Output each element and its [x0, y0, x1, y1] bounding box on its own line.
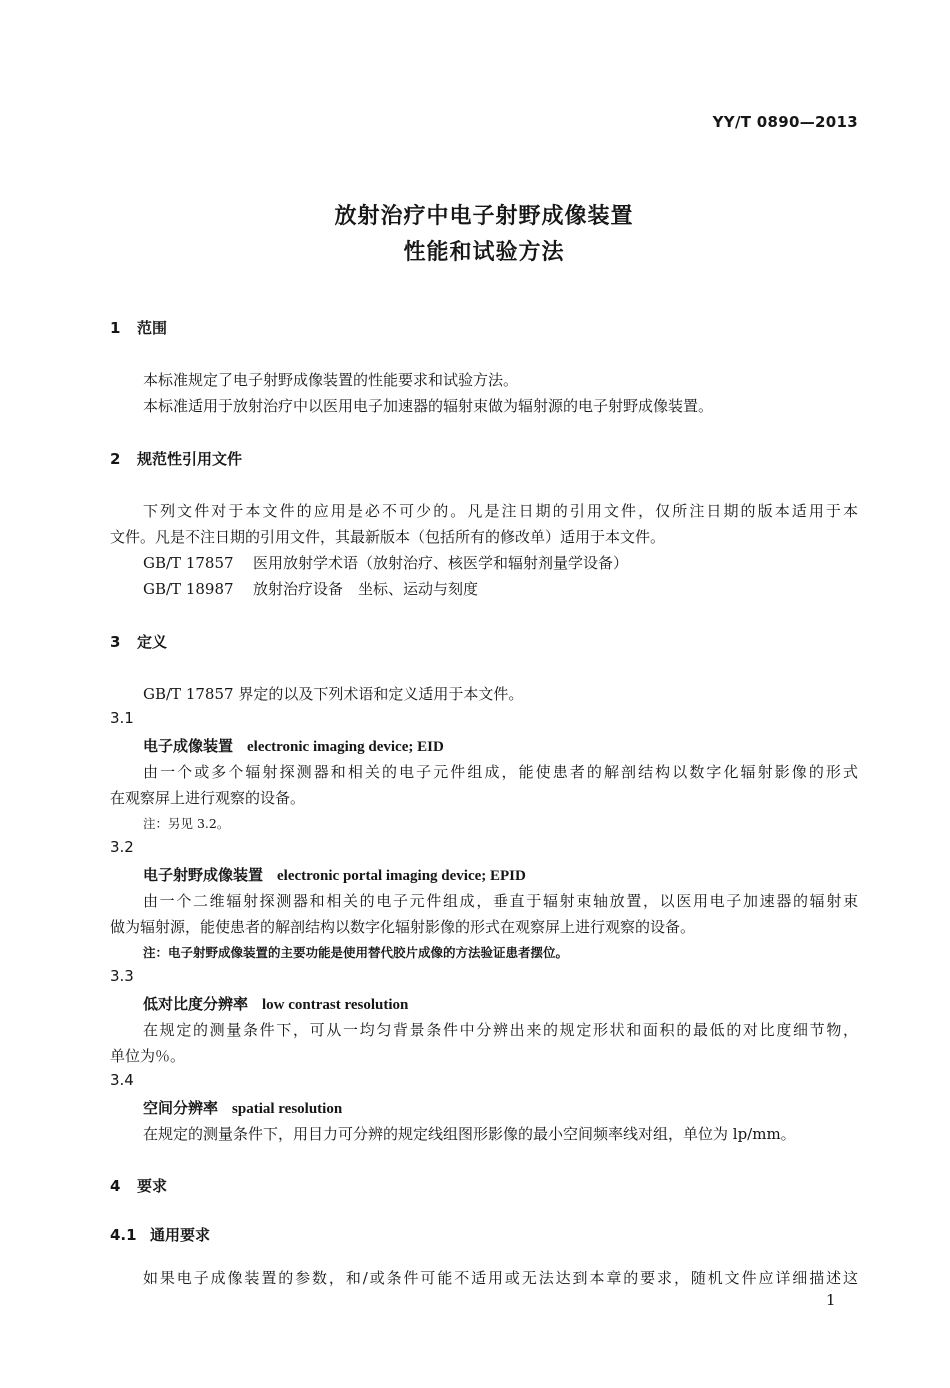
document-title-line1: 放射治疗中电子射野成像装置 — [334, 204, 634, 229]
definition-number: 3.4 — [110, 1071, 134, 1089]
definition-number: 3.3 — [110, 967, 134, 985]
section-1-paragraph-1: 本标准规定了电子射野成像装置的性能要求和试验方法。 — [143, 371, 519, 389]
reference-item — [143, 578, 478, 599]
definition-term — [143, 864, 526, 885]
page-number: 1 — [826, 1291, 836, 1309]
term-chinese: 低对比度分辨率 — [143, 995, 249, 1013]
subsection-4-1-number: 4.1 — [110, 1226, 137, 1244]
term-english: low contrast resolution — [262, 997, 409, 1013]
section-2-number: 2 — [110, 450, 121, 468]
section-1-title: 范围 — [137, 319, 168, 337]
reference-code: GB/T 17857 — [143, 554, 234, 572]
document-title-line2: 性能和试验方法 — [403, 240, 565, 265]
term-chinese: 电子射野成像装置 — [143, 866, 264, 884]
section-3-title: 定义 — [137, 633, 168, 651]
definition-text-line2: 做为辐射源，能使患者的解剖结构以数字化辐射影像的形式在观察屏上进行观察的设备。 — [110, 918, 696, 936]
term-english: electronic portal imaging device; EPID — [277, 868, 526, 884]
section-4-title: 要求 — [137, 1177, 168, 1195]
section-4-number: 4 — [110, 1177, 121, 1195]
section-2-title: 规范性引用文件 — [137, 450, 243, 468]
reference-code: GB/T 18987 — [143, 580, 234, 598]
definition-number: 3.2 — [110, 838, 134, 856]
subsection-4-1-title: 通用要求 — [150, 1226, 211, 1244]
definition-term — [143, 993, 408, 1014]
standard-code: YY/T 0890—2013 — [712, 113, 858, 131]
section-1-paragraph-2: 本标准适用于放射治疗中以医用电子加速器的辐射束做为辐射源的电子射野成像装置。 — [143, 397, 714, 415]
definition-term — [143, 1097, 342, 1118]
reference-title: 医用放射学术语（放射治疗、核医学和辐射剂量学设备） — [253, 554, 629, 572]
term-chinese: 空间分辨率 — [143, 1099, 219, 1117]
definition-note: 注：另见 3.2。 — [143, 816, 230, 831]
definition-text-line1: 在规定的测量条件下，可从一均匀背景条件中分辨出来的规定形状和面积的最低的对比度细节物， — [143, 1021, 858, 1039]
section-3-intro: GB/T 17857 界定的以及下列术语和定义适用于本文件。 — [143, 685, 524, 703]
reference-item — [143, 552, 628, 573]
section-1-heading — [110, 317, 167, 338]
subsection-4-1-text-line1: 如果电子成像装置的参数，和/或条件可能不适用或无法达到本章的要求，随机文件应详细描述这 — [143, 1269, 858, 1287]
section-2-paragraph-line1: 下列文件对于本文件的应用是必不可少的。凡是注日期的引用文件，仅所注日期的版本适用于本 — [143, 502, 858, 520]
definition-text-line2: 单位为％。 — [110, 1047, 186, 1065]
section-3-heading — [110, 631, 167, 652]
definition-note: 注：电子射野成像装置的主要功能是使用替代胶片成像的方法验证患者摆位。 — [143, 945, 569, 960]
section-2-paragraph-line2: 文件。凡是不注日期的引用文件，其最新版本（包括所有的修改单）适用于本文件。 — [110, 528, 666, 546]
section-4-heading — [110, 1175, 167, 1196]
definition-text-line1: 由一个或多个辐射探测器和相关的电子元件组成，能使患者的解剖结构以数字化辐射影像的形式 — [143, 763, 858, 781]
section-1-number: 1 — [110, 319, 121, 337]
definition-text-line1: 在规定的测量条件下，用目力可分辨的规定线组图形影像的最小空间频率线对组，单位为 lp/mm。 — [143, 1125, 796, 1143]
term-english: spatial resolution — [232, 1101, 343, 1117]
section-3-number: 3 — [110, 633, 121, 651]
term-english: electronic imaging device; EID — [247, 739, 444, 755]
section-2-heading — [110, 448, 242, 469]
definition-term — [143, 735, 444, 756]
term-chinese: 电子成像装置 — [143, 737, 234, 755]
definition-text-line1: 由一个二维辐射探测器和相关的电子元件组成，垂直于辐射束轴放置，以医用电子加速器的辐射束 — [143, 892, 858, 910]
definition-number: 3.1 — [110, 709, 134, 727]
subsection-4-1-heading — [110, 1224, 210, 1245]
reference-title: 放射治疗设备 坐标、运动与刻度 — [253, 580, 479, 598]
definition-text-line2: 在观察屏上进行观察的设备。 — [110, 789, 306, 807]
